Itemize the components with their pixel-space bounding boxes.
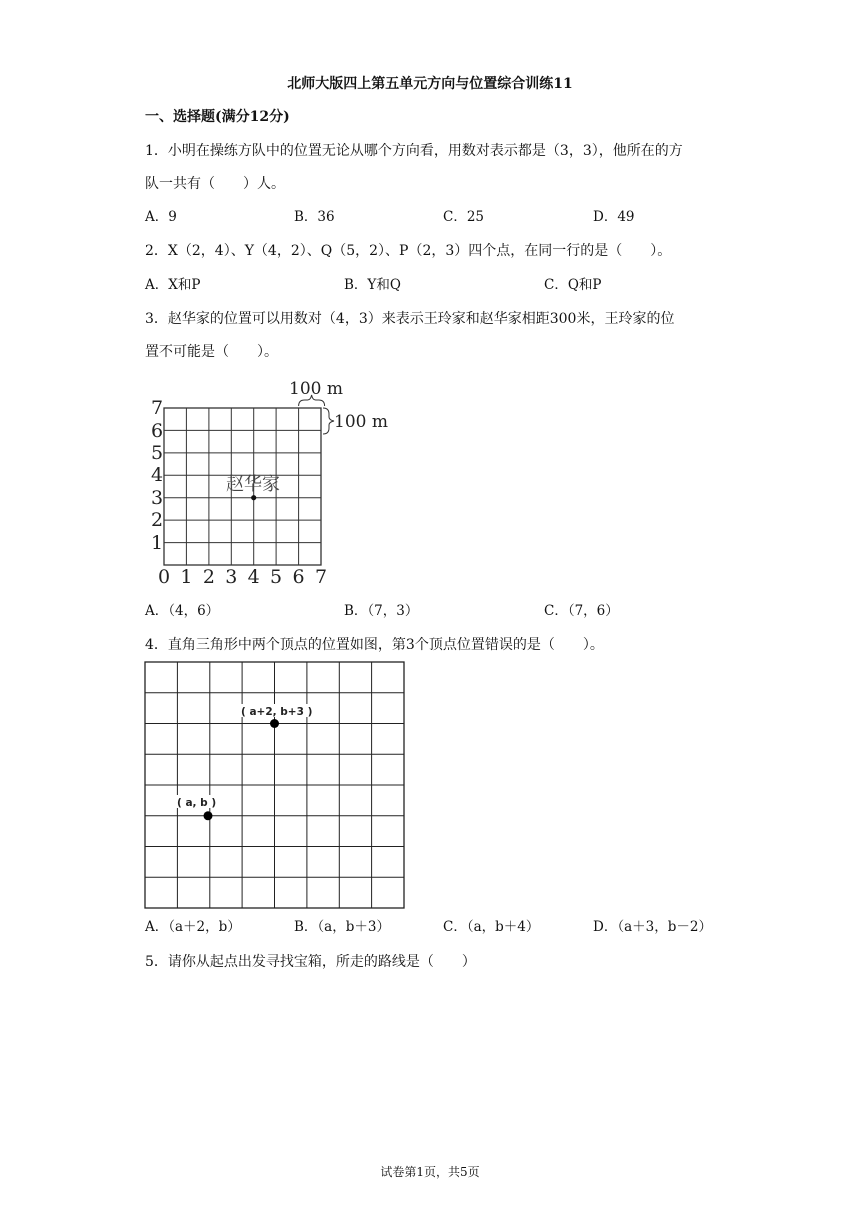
page-footer: 试卷第1页，共5页 — [380, 1165, 480, 1179]
y-tick-6: 6 — [150, 420, 164, 442]
q3-text-line2: 置不可能是（ ）。 — [145, 344, 278, 360]
vertex-top-point — [270, 719, 279, 728]
scale-label-top: 100 m — [289, 379, 343, 399]
q1-option-c[interactable]: C．25 — [443, 209, 485, 225]
q4-text-line1: 4．直角三角形中两个顶点的位置如图，第3个顶点位置错误的是（ ）。 — [145, 637, 604, 653]
vertex-low-label: ( a, b ) — [177, 797, 217, 809]
section-heading: 一、选择题(满分12分) — [145, 109, 290, 125]
q3-option-b[interactable]: B．（7，3） — [344, 603, 419, 619]
x-tick-1: 1 — [180, 566, 193, 588]
x-tick-6: 6 — [292, 566, 305, 588]
x-tick-7: 7 — [314, 566, 328, 588]
y-tick-2: 2 — [150, 509, 164, 531]
q1-option-d[interactable]: D．49 — [593, 209, 635, 225]
x-tick-5: 5 — [270, 566, 283, 588]
q3-text-line1: 3．赵华家的位置可以用数对（4，3）来表示王玲家和赵华家相距300米，王玲家的位 — [145, 311, 675, 327]
x-tick-3: 3 — [225, 566, 238, 588]
q4-option-c[interactable]: C．（a，b＋4） — [443, 919, 540, 935]
vertex-top-label: ( a+2, b+3 ) — [241, 706, 313, 718]
y-tick-3: 3 — [150, 487, 164, 509]
q4-option-a[interactable]: A．（a＋2，b） — [145, 919, 241, 935]
q1-text-line1: 1．小明在操练方队中的位置无论从哪个方向看，用数对表示都是（3，3），他所在的方 — [145, 143, 683, 159]
q4-option-b[interactable]: B．（a，b＋3） — [294, 919, 390, 935]
q1-text-line2: 队一共有（ ）人。 — [145, 176, 285, 192]
vertex-low-point — [204, 811, 213, 820]
x-tick-4: 4 — [247, 566, 260, 588]
x-tick-0: 0 — [157, 566, 171, 588]
q1-option-b[interactable]: B．36 — [294, 209, 335, 225]
q2-text-line1: 2．X（2，4）、Y（4，2）、Q（5，2）、P（2，3）四个点，在同一行的是（ ）。 — [145, 243, 672, 259]
x-tick-2: 2 — [202, 566, 215, 588]
q2-option-b[interactable]: B．Y和Q — [344, 277, 401, 293]
y-tick-1: 1 — [150, 532, 164, 554]
q3-option-c[interactable]: C．（7，6） — [544, 603, 619, 619]
q2-option-c[interactable]: C．Q和P — [544, 277, 602, 293]
q2-option-a[interactable]: A．X和P — [145, 277, 201, 293]
q3-option-a[interactable]: A．（4，6） — [145, 603, 220, 619]
scale-label-right: 100 m — [334, 412, 388, 432]
zhaohua-home-label: 赵华家 — [226, 474, 280, 495]
y-tick-5: 5 — [150, 442, 164, 464]
q4-option-d[interactable]: D．（a＋3，b－2） — [593, 919, 712, 935]
y-tick-7: 7 — [150, 397, 164, 419]
page-title: 北师大版四上第五单元方向与位置综合训练11 — [287, 76, 573, 92]
y-tick-4: 4 — [150, 464, 164, 486]
q1-option-a[interactable]: A．9 — [145, 209, 177, 225]
q4-grid-lines — [145, 662, 404, 908]
q5-text-line1: 5．请你从起点出发寻找宝箱，所走的路线是（ ） — [145, 954, 476, 970]
